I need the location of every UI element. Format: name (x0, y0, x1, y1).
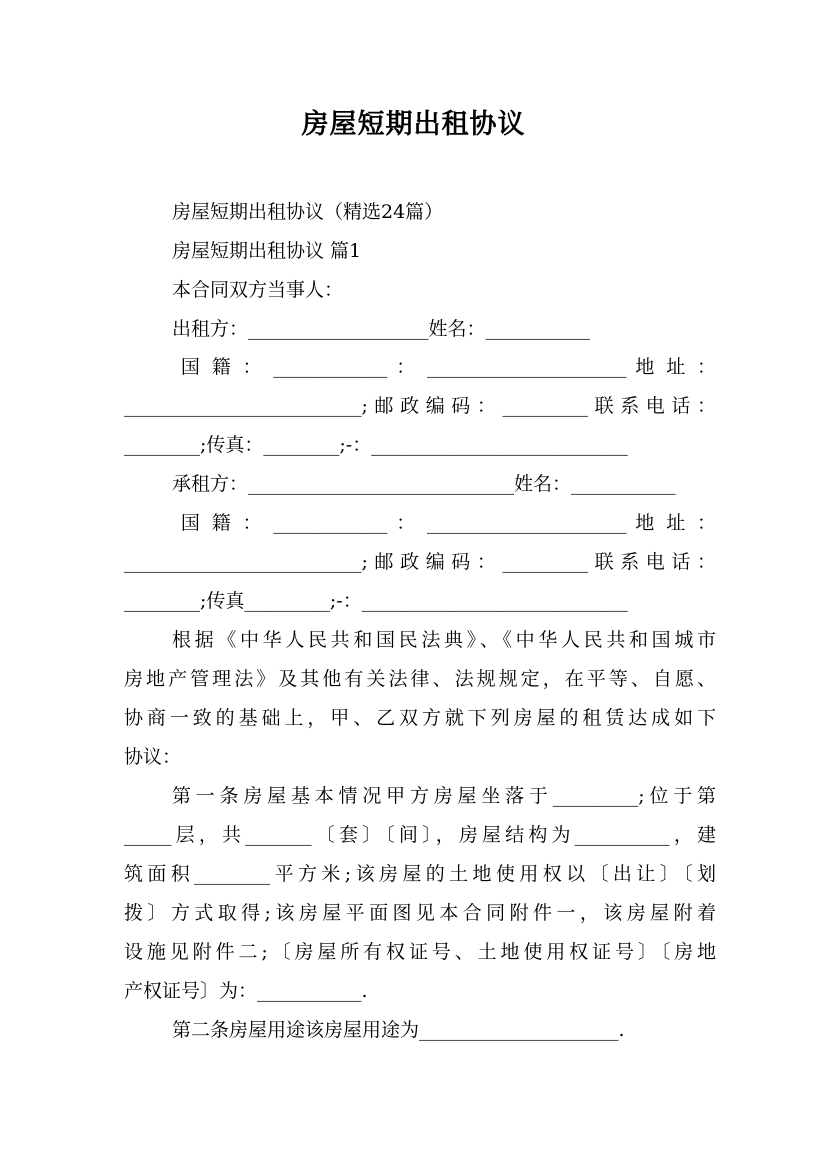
document-title: 房屋短期出租协议 (301, 109, 526, 140)
article-one-line: _____层，共_______〔套〕〔间〕，房屋结构为__________，建 (124, 824, 716, 846)
paragraph-line: 房地产管理法》及其他有关法律、法规规定，在平等、自愿、 (124, 668, 716, 690)
lessee-fax-line: ________;传真_________;-：____________________________ (124, 590, 628, 612)
article-two-line: 第二条房屋用途该房屋用途为_____________________. (172, 1019, 625, 1041)
paragraph-line: 根据《中华人民共和国民法典》、《中华人民共和国城市 (172, 629, 716, 651)
lessor-nationality-line: 国 籍 ： ____________ ： _____________________ 地 址 ： (172, 356, 716, 378)
section-heading: 房屋短期出租协议 篇1 (172, 240, 362, 262)
article-one-line: 筑面积________平方米;该房屋的土地使用权以〔出让〕〔划 (124, 863, 716, 885)
article-one-line: 产权证号〕为：___________. (124, 980, 368, 1002)
article-one-line: 设施见附件二;〔房屋所有权证号、土地使用权证号〕〔房地 (124, 941, 716, 963)
lessee-nationality-line: 国 籍 ： ____________ ： _____________________ 地 址 ： (172, 512, 716, 534)
parties-intro: 本合同双方当事人： (172, 279, 344, 301)
lessee-postal-line: _________________________;邮政编码：_________联系电话： (124, 551, 716, 573)
lessor-fax-line: ________;传真：________;-：___________________________ (124, 434, 628, 456)
paragraph-line: 协商一致的基础上，甲、乙双方就下列房屋的租赁达成如下 (124, 707, 716, 729)
lessor-line: 出租方：___________________姓名：___________ (172, 318, 591, 340)
lessee-line: 承租方：____________________________姓名：___________ (172, 473, 676, 495)
article-one-line: 拨〕方式取得;该房屋平面图见本合同附件一，该房屋附着 (124, 902, 716, 924)
subtitle-line: 房屋短期出租协议（精选24篇） (172, 201, 444, 223)
paragraph-line: 协议： (124, 746, 182, 768)
article-one-line: 第一条房屋基本情况甲方房屋坐落于_________;位于第 (172, 785, 716, 807)
lessor-postal-line: _________________________;邮政编码：_________联系电话： (124, 395, 716, 417)
